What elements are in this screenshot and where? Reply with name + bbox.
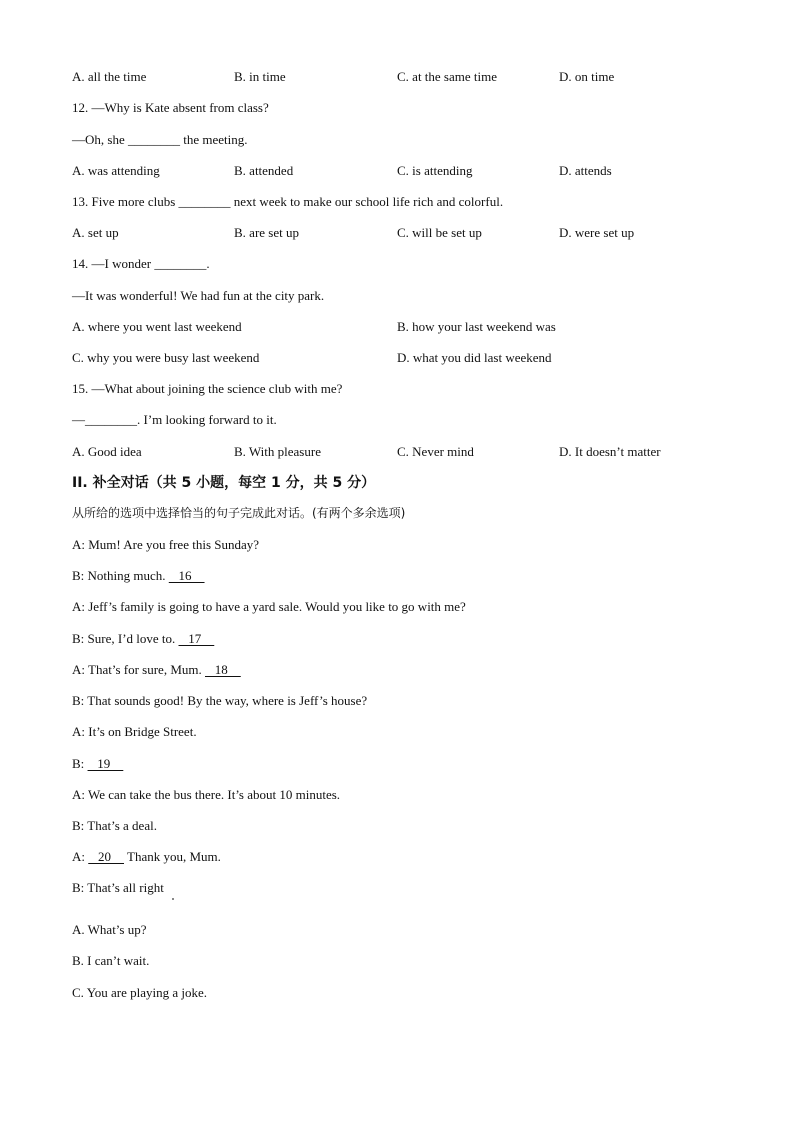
dialogue-line-5: [72, 662, 241, 678]
dialogue-line-1: A: Mum! Are you free this Sunday?: [72, 537, 260, 552]
choice-c: C. You are playing a joke.: [72, 985, 208, 1000]
q14-question: 14. —I wonder ________.: [72, 256, 210, 271]
blank-19: 19: [87, 756, 124, 771]
q14-reply: —It was wonderful! We had fun at the city park.: [72, 288, 325, 303]
q11-option-a: A. all the time: [72, 69, 147, 84]
q13-option-b: B. are set up: [234, 225, 299, 240]
dialogue-line-10: B: That’s a deal.: [72, 818, 157, 833]
q12-option-a: A. was attending: [72, 163, 160, 178]
dialogue-line-8-text: B:: [72, 756, 88, 771]
q14-options-row2: [72, 350, 752, 366]
q14-option-a: A. where you went last weekend: [72, 319, 242, 334]
section-instruction: 从所给的选项中选择恰当的句子完成此对话。(有两个多余选项): [72, 506, 406, 520]
dialogue-line-12: B: That’s all right: [72, 880, 164, 895]
q13-option-a: A. set up: [72, 225, 119, 240]
q11-option-d: D. on time: [559, 69, 615, 84]
q11-option-c: C. at the same time: [397, 69, 498, 84]
dialogue-line-6: B: That sounds good! By the way, where is Jeff’s house?: [72, 693, 368, 708]
dialogue-line-2: [72, 568, 205, 584]
stray-mark: [172, 898, 174, 900]
q12-option-c: C. is attending: [397, 163, 473, 178]
q15-option-a: A. Good idea: [72, 444, 142, 459]
section-heading: II. 补全对话（共 5 小题，每空 1 分，共 5 分）: [72, 475, 376, 491]
dialogue-line-4: [72, 631, 214, 647]
q15-option-c: C. Never mind: [397, 444, 474, 459]
blank-17: 17: [178, 631, 215, 646]
dialogue-line-5-text: A: That’s for sure, Mum.: [72, 662, 205, 677]
blank-18: 18: [205, 662, 241, 677]
q14-option-b: B. how your last weekend was: [397, 319, 556, 334]
q12-options: [72, 163, 752, 179]
q14-option-c: C. why you were busy last weekend: [72, 350, 260, 365]
q12-option-d: D. attends: [559, 163, 612, 178]
blank-16: 16: [168, 568, 205, 583]
dialogue-line-11-end: Thank you, Mum.: [124, 849, 221, 864]
q15-reply: —________. I’m looking forward to it.: [72, 412, 277, 427]
choice-b: B. I can’t wait.: [72, 953, 150, 968]
dialogue-line-8: [72, 756, 123, 772]
q11-options: [72, 69, 752, 85]
q14-options-row1: [72, 319, 752, 335]
q14-option-d: D. what you did last weekend: [397, 350, 552, 365]
dialogue-line-11: [72, 849, 221, 865]
dialogue-line-3: A: Jeff’s family is going to have a yard sale. Would you like to go with me?: [72, 599, 466, 614]
q13-options: [72, 225, 752, 241]
dialogue-line-9: A: We can take the bus there. It’s about 10 minutes.: [72, 787, 341, 802]
blank-20: 20: [88, 849, 124, 864]
q15-option-b: B. With pleasure: [234, 444, 321, 459]
dialogue-line-4-text: B: Sure, I’d love to.: [72, 631, 179, 646]
q13-option-d: D. were set up: [559, 225, 635, 240]
dialogue-line-7: A: It’s on Bridge Street.: [72, 724, 197, 739]
q15-options: [72, 444, 752, 460]
q12-option-b: B. attended: [234, 163, 294, 178]
q15-option-d: D. It doesn’t matter: [559, 444, 661, 459]
q12-reply: —Oh, she ________ the meeting.: [72, 132, 248, 147]
q11-option-b: B. in time: [234, 69, 286, 84]
dialogue-line-11-text: A:: [72, 849, 89, 864]
dialogue-line-2-text: B: Nothing much.: [72, 568, 169, 583]
choice-a: A. What’s up?: [72, 922, 147, 937]
q15-question: 15. —What about joining the science club with me?: [72, 381, 343, 396]
q13-question: 13. Five more clubs ________ next week to make our school life rich and colorful.: [72, 194, 504, 209]
q12-question: 12. —Why is Kate absent from class?: [72, 100, 269, 115]
q13-option-c: C. will be set up: [397, 225, 482, 240]
